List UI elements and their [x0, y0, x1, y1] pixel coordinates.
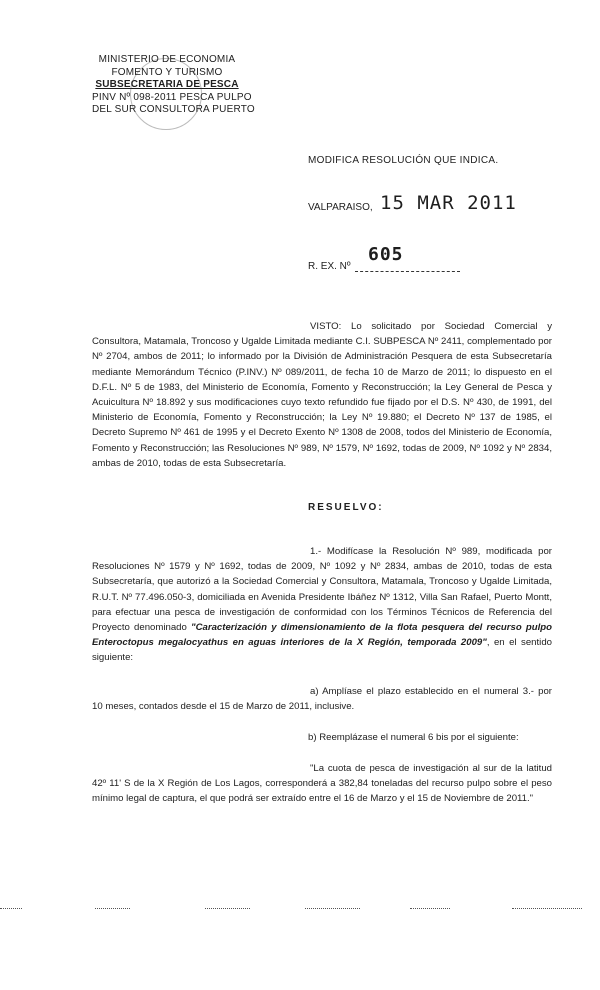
undersecretariat-name: SUBSECRETARIA DE PESCA	[95, 79, 239, 90]
ministry-name: MINISTERIO DE ECONOMIA	[98, 54, 236, 65]
resolution-number-label: R. EX. Nº	[308, 261, 351, 272]
visto-paragraph	[92, 319, 552, 471]
ministry-subname: FOMENTO Y TURISMO	[111, 66, 223, 78]
article-1-text: 1.- Modifícase la Resolución Nº 989, modificada por Resoluciones Nº 1579 y Nº 1692, todas de 2009, Nº 1092 y Nº 2834, ambas de 2010, todas de esta Subsecretaría, que autorizó a la Sociedad Comercial y Consultora, Matamala, Troncoso y Ugalde Limitada, R.U.T. Nº 77.496.050-3, domiciliada en Avenida Presidente Ibáñez Nº 1312, Villa San Rafael, Puerto Montt, para efectuar una pesca de investigación de conformidad con los Términos Técnicos de Referencia del Proyecto denominado	[92, 546, 552, 634]
article-1-paragraph	[92, 544, 552, 666]
scan-mark-3	[205, 908, 250, 909]
scan-mark-5	[410, 908, 450, 909]
quoted-clause-paragraph	[92, 761, 552, 807]
clause-b-paragraph	[308, 730, 558, 745]
scan-mark-1	[0, 908, 22, 909]
clause-b-text: b) Reemplázase el numeral 6 bis por el siguiente:	[308, 732, 519, 743]
official-seal-stamp	[130, 58, 202, 130]
clause-a-text: a) Amplíase el plazo establecido en el numeral 3.- por 10 meses, contados desde el 15 de Marzo de 2011, inclusive.	[92, 686, 552, 713]
resolution-number: 605	[368, 244, 404, 265]
visto-text: VISTO: Lo solicitado por Sociedad Comercial y Consultora, Matamala, Troncoso y Ugalde Limitada mediante C.I. SUBPESCA Nº 2411, complementado por Nº 2704, ambos de 2011; lo informado por la División de Administración Pesquera de esta Subsecretaría mediante Memorándum Técnico (P.INV.) Nº 089/2011, de fecha 10 de Marzo de 2011; lo dispuesto en el D.F.L. Nº 5 de 1983, del Ministerio de Economía, Fomento y Reconstrucción; la Ley General de Pesca y Acuicultura Nº 18.892 y sus modificaciones cuyo texto refundido fue fijado por el D.S. Nº 430, de 1991, del Ministerio de Economía, Fomento y Reconstrucción; la Ley Nº 19.880; el Decreto Nº 137 de 1985, el Decreto Supremo Nº 461 de 1995 y el Decreto Exento Nº 1308 de 2008, todos del Ministerio de Economía, Fomento y Reconstrucción; las Resoluciones Nº 989, Nº 1579, Nº 1692, todas de 2009, Nº 1092 y Nº 2834, ambas de 2010, todas de esta Subsecretaría.	[92, 321, 552, 469]
clause-a-paragraph	[92, 684, 552, 714]
file-reference-line1: PINV Nº 098-2011 PESCA PULPO	[92, 91, 252, 103]
scan-mark-4	[305, 908, 360, 909]
project-title: "Caracterización y dimensionamiento de la flota pesquera del recurso pulpo Enteroctopus megalocyathus en aguas interiores de la X Región, temporada 2009"	[92, 622, 552, 649]
place-label: VALPARAISO,	[308, 202, 373, 213]
file-reference-line2: DEL SUR CONSULTORA PUERTO	[92, 104, 255, 115]
quoted-clause-text: "La cuota de pesca de investigación al sur de la latitud 42º 11' S de la X Región de Los Lagos, corresponderá a 382,84 toneladas del recurso pulpo sobre el peso mínimo legal de captura, el que podrá ser extraído entre el 16 de Marzo y el 15 de Noviembre de 2011."	[92, 763, 552, 805]
scan-mark-6	[512, 908, 582, 909]
document-subject: MODIFICA RESOLUCIÓN QUE INDICA.	[308, 155, 499, 166]
scan-mark-2	[95, 908, 130, 909]
date-stamp: 15 MAR 2011	[380, 192, 517, 214]
article-1-ending: , en el sentido siguiente:	[92, 637, 552, 664]
resolution-number-underline	[355, 271, 460, 272]
resuelvo-heading: RESUELVO:	[308, 502, 384, 513]
